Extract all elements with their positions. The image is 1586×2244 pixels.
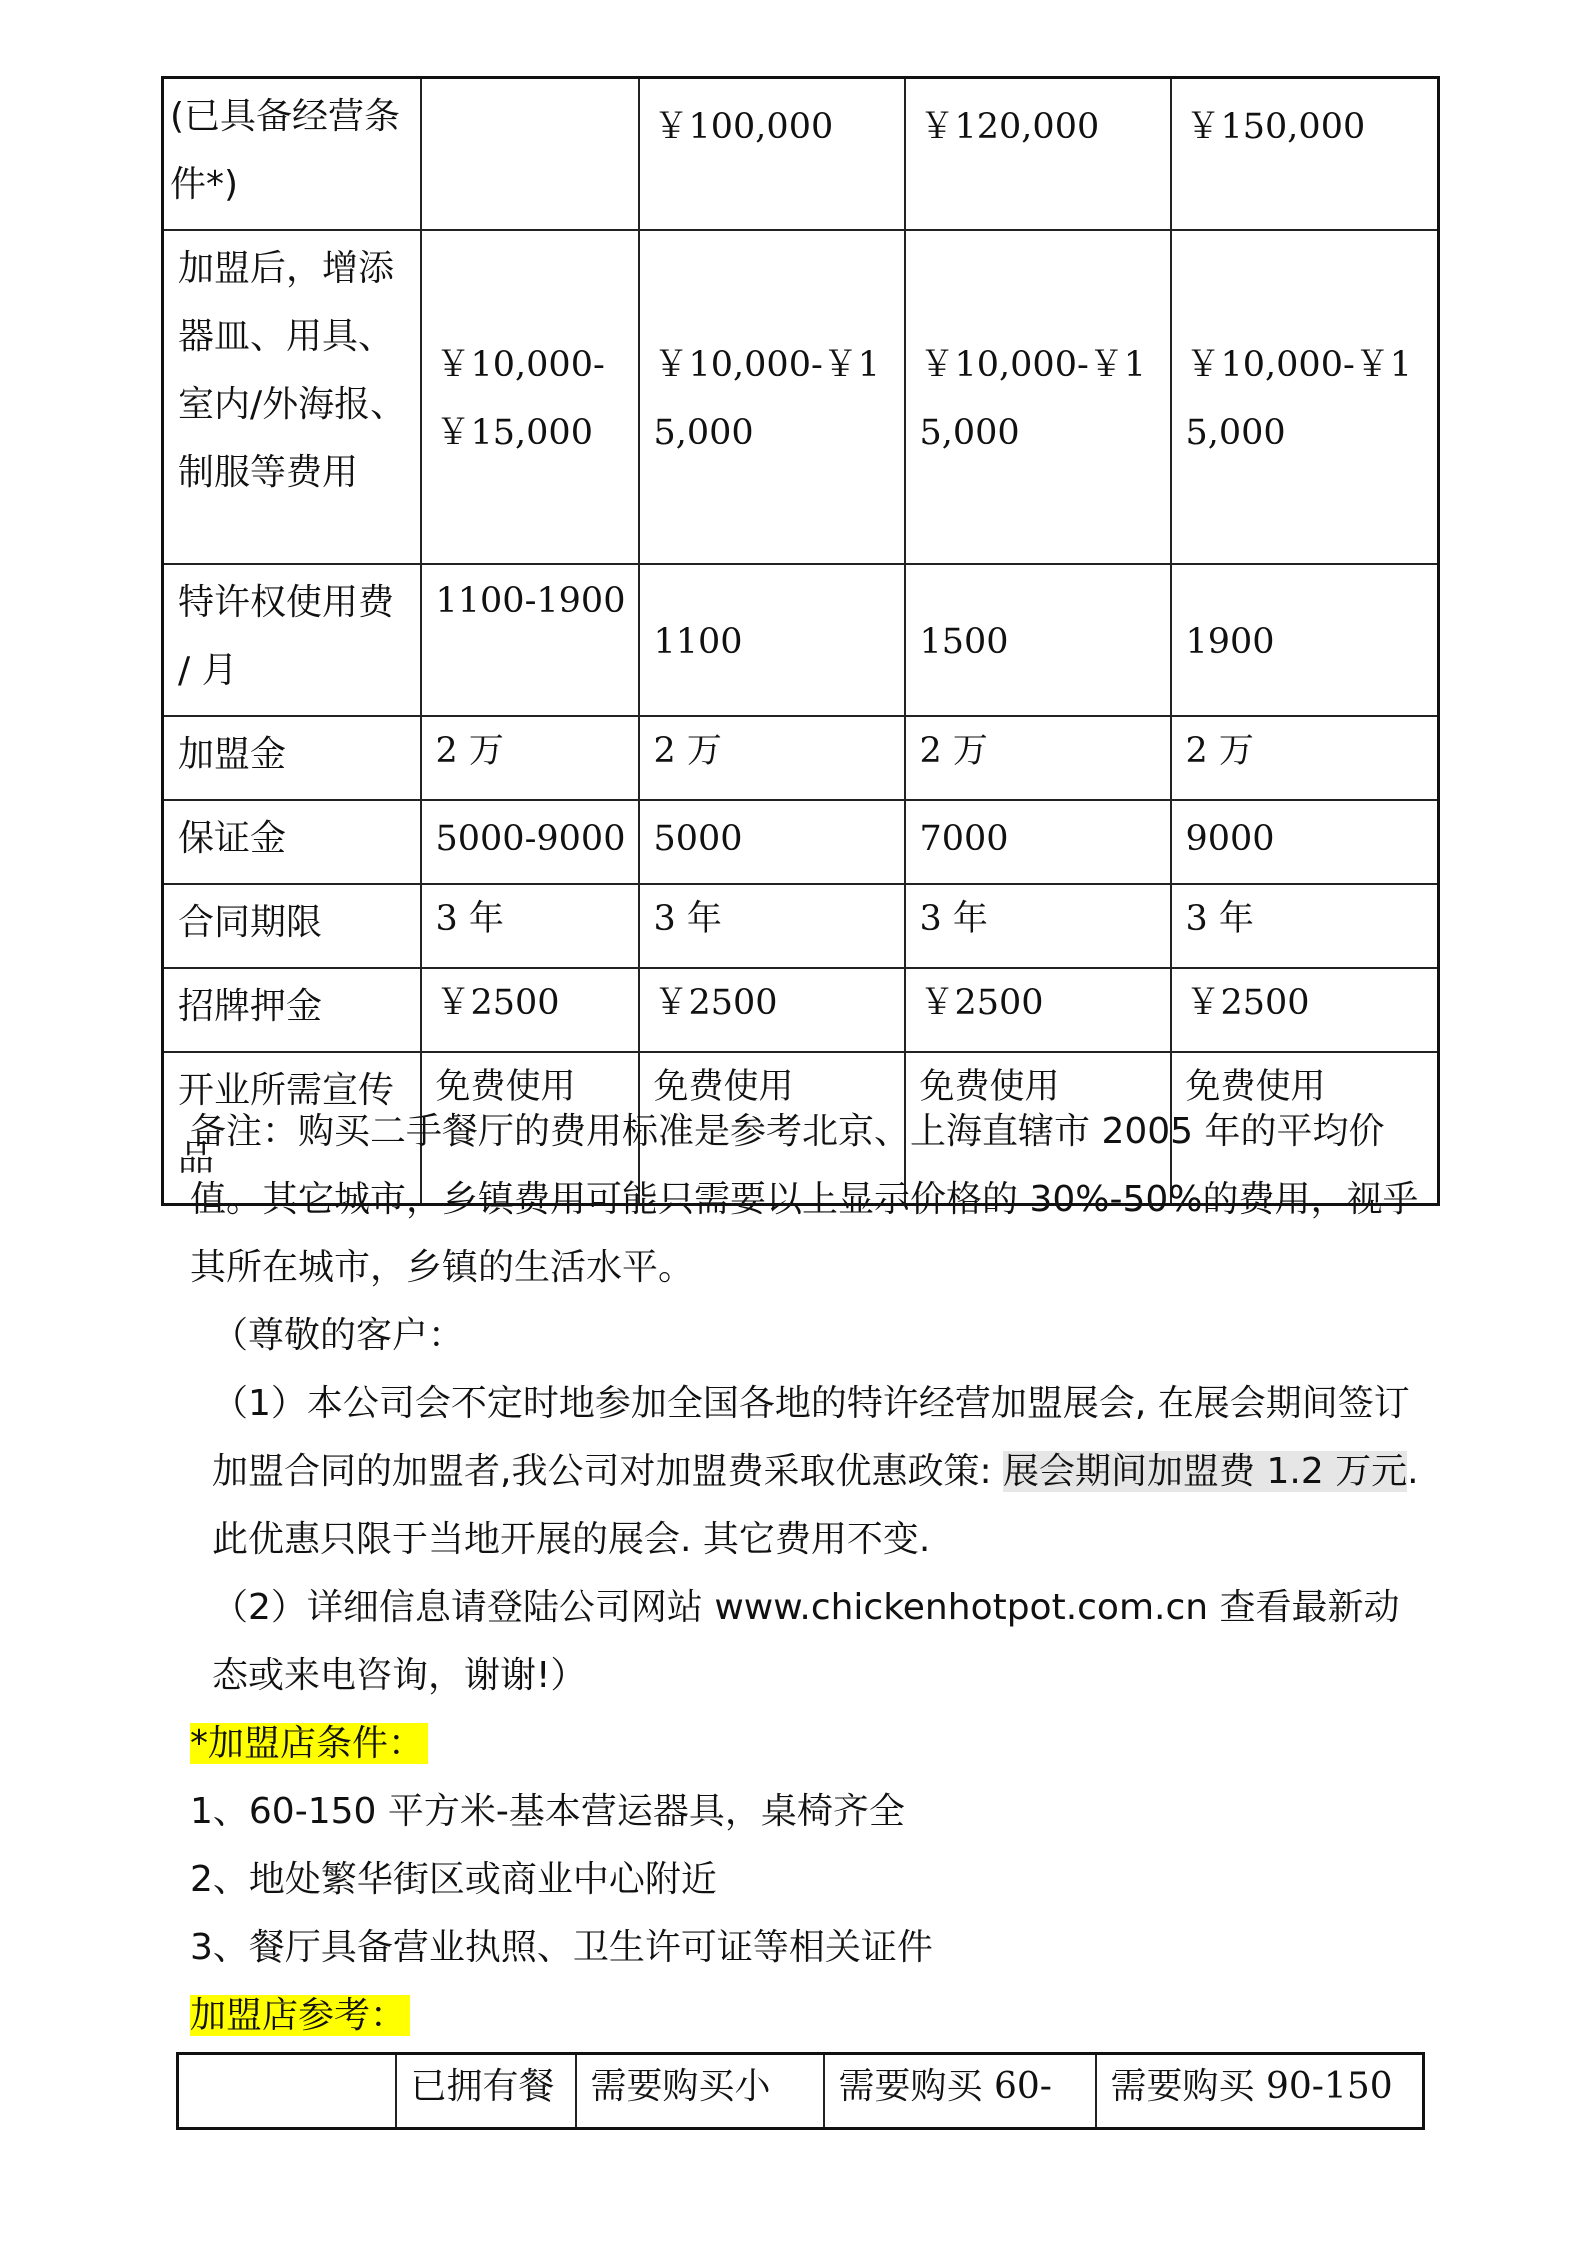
table-row bbox=[163, 884, 1439, 968]
table-cell: 2 万 bbox=[905, 716, 1171, 800]
table-cell: 3 年 bbox=[1171, 884, 1439, 968]
table-cell: 3 年 bbox=[639, 884, 905, 968]
table-cell: 免费使用 bbox=[421, 1052, 639, 1205]
table-cell: ￥2500 bbox=[1171, 968, 1439, 1052]
table-cell: ￥10,000-￥15,000 bbox=[421, 230, 639, 564]
notice-item-2: （2）详细信息请登陆公司网站 www.chickenhotpot.com.cn 查看最新动态或来电咨询，谢谢!） bbox=[212, 1587, 1400, 1696]
table-row bbox=[163, 564, 1439, 716]
table-cell: 2 万 bbox=[1171, 716, 1439, 800]
table-cell: 5000 bbox=[639, 800, 905, 884]
table-cell: 需要购买小 bbox=[576, 2054, 824, 2129]
table-cell: 需要购买 60- bbox=[824, 2054, 1096, 2129]
table-row bbox=[178, 2054, 1424, 2129]
row-label: 合同期限 bbox=[163, 884, 421, 968]
reference-heading-text: 加盟店参考： bbox=[190, 1995, 410, 2036]
conditions-heading-text: *加盟店条件： bbox=[190, 1723, 428, 1764]
remark-paragraph: 备注：购买二手餐厅的费用标准是参考北京、上海直辖市 2005 年的平均价值。其它城市，乡镇费用可能只需要以上显示价格的 30%-50%的费用，视乎其所在城市，乡镇的生活水平。 bbox=[190, 1111, 1419, 1288]
table-cell: 免费使用 bbox=[905, 1052, 1171, 1205]
table-cell: ￥10,000-￥15,000 bbox=[1171, 230, 1439, 564]
table-cell: 免费使用 bbox=[1171, 1052, 1439, 1205]
reference-heading bbox=[190, 1982, 1430, 2050]
table-cell: 2 万 bbox=[639, 716, 905, 800]
table-cell: 需要购买 90-150 bbox=[1096, 2054, 1424, 2129]
table-cell: 1500 bbox=[905, 564, 1171, 716]
table-cell: ￥2500 bbox=[905, 968, 1171, 1052]
row-label: (已具备经营条件*) bbox=[163, 78, 421, 231]
table-cell: ￥10,000-￥15,000 bbox=[905, 230, 1171, 564]
table-cell: 3 年 bbox=[905, 884, 1171, 968]
table-cell: 1900 bbox=[1171, 564, 1439, 716]
conditions-heading bbox=[190, 1710, 1430, 1778]
table-cell: ￥150,000 bbox=[1171, 78, 1439, 231]
table-cell bbox=[178, 2054, 396, 2129]
table-row bbox=[163, 716, 1439, 800]
notice-item-1-text: （1）本公司会不定时地参加全国各地的特许经营加盟展会, 在展会期间签订加盟合同的加盟者,我公司对加盟费采取优惠政策: bbox=[212, 1383, 1410, 1492]
table-cell: 免费使用 bbox=[639, 1052, 905, 1205]
table-cell: 2 万 bbox=[421, 716, 639, 800]
notes-section bbox=[190, 1098, 1430, 2050]
greeting-line: （尊敬的客户： bbox=[212, 1315, 465, 1356]
notice-item-1 bbox=[190, 1370, 1430, 1574]
table-cell bbox=[421, 78, 639, 231]
condition-item: 2、地处繁华街区或商业中心附近 bbox=[190, 1859, 717, 1900]
row-label: 保证金 bbox=[163, 800, 421, 884]
table-cell: ￥100,000 bbox=[639, 78, 905, 231]
fee-table bbox=[161, 76, 1440, 1206]
table-cell: 已拥有餐 bbox=[396, 2054, 576, 2129]
table-cell: ￥120,000 bbox=[905, 78, 1171, 231]
row-label: 加盟金 bbox=[163, 716, 421, 800]
condition-item: 1、60-150 平方米-基本营运器具，桌椅齐全 bbox=[190, 1791, 905, 1832]
table-cell: 1100 bbox=[639, 564, 905, 716]
reference-table bbox=[176, 2052, 1425, 2130]
row-label: 特许权使用费 / 月 bbox=[163, 564, 421, 716]
table-cell: ￥10,000-￥15,000 bbox=[639, 230, 905, 564]
table-cell: 3 年 bbox=[421, 884, 639, 968]
table-cell: ￥2500 bbox=[421, 968, 639, 1052]
table-cell: 5000-9000 bbox=[421, 800, 639, 884]
notice-item-1-tail: . 此优惠只限于当地开展的展会. 其它费用不变. bbox=[212, 1451, 1419, 1560]
row-label: 加盟后，增添器皿、用具、室内/外海报、制服等费用 bbox=[163, 230, 421, 564]
condition-item: 3、餐厅具备营业执照、卫生许可证等相关证件 bbox=[190, 1927, 933, 1968]
table-row bbox=[163, 968, 1439, 1052]
row-label: 招牌押金 bbox=[163, 968, 421, 1052]
table-row bbox=[163, 230, 1439, 564]
discount-highlight: 展会期间加盟费 1.2 万元 bbox=[1003, 1451, 1408, 1492]
table-cell: 1100-1900 bbox=[421, 564, 639, 716]
table-row bbox=[163, 78, 1439, 231]
table-cell: 7000 bbox=[905, 800, 1171, 884]
row-label: 开业所需宣传品 bbox=[163, 1052, 421, 1205]
table-cell: ￥2500 bbox=[639, 968, 905, 1052]
table-row bbox=[163, 800, 1439, 884]
table-cell: 9000 bbox=[1171, 800, 1439, 884]
